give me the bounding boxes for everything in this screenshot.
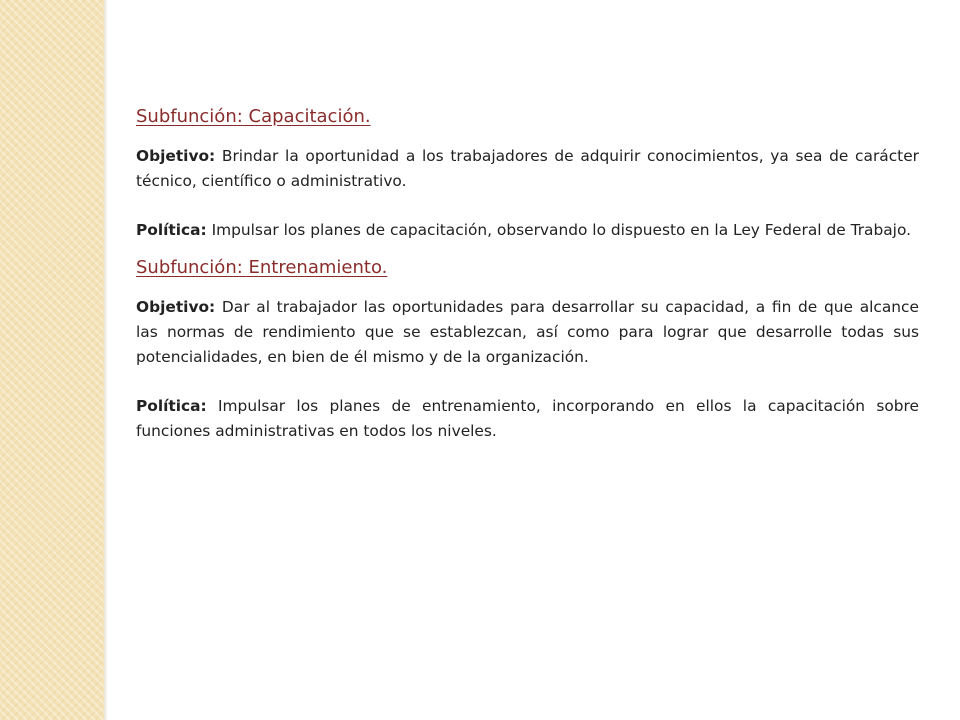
objetivo-label: Objetivo: bbox=[136, 147, 216, 165]
slide-content bbox=[136, 104, 919, 444]
politica-entrenamiento bbox=[136, 394, 919, 444]
objetivo-entrenamiento bbox=[136, 295, 919, 370]
decorative-side-band bbox=[0, 0, 104, 720]
politica-capacitacion bbox=[136, 218, 919, 243]
side-band-shadow bbox=[104, 0, 108, 720]
objetivo-text: Dar al trabajador las oportunidades para desarrollar su capacidad, a fin de que alcance las normas de rendimiento que se establezcan, así como para lograr que desarrolle todas sus potencialidades, en bien de él mismo y de la organización. bbox=[136, 298, 919, 366]
objetivo-capacitacion bbox=[136, 144, 919, 194]
section-heading-entrenamiento: Subfunción: Entrenamiento. bbox=[136, 257, 388, 278]
objetivo-text: Brindar la oportunidad a los trabajadores de adquirir conocimientos, ya sea de carácter técnico, científico o administrativo. bbox=[136, 147, 919, 190]
section-heading-capacitacion: Subfunción: Capacitación. bbox=[136, 106, 371, 127]
politica-label: Política: bbox=[136, 397, 207, 415]
politica-text: Impulsar los planes de entrenamiento, incorporando en ellos la capacitación sobre funciones administrativas en todos los niveles. bbox=[136, 397, 919, 440]
objetivo-label: Objetivo: bbox=[136, 298, 216, 316]
politica-label: Política: bbox=[136, 221, 207, 239]
politica-text: Impulsar los planes de capacitación, observando lo dispuesto en la Ley Federal de Trabajo. bbox=[206, 221, 911, 239]
